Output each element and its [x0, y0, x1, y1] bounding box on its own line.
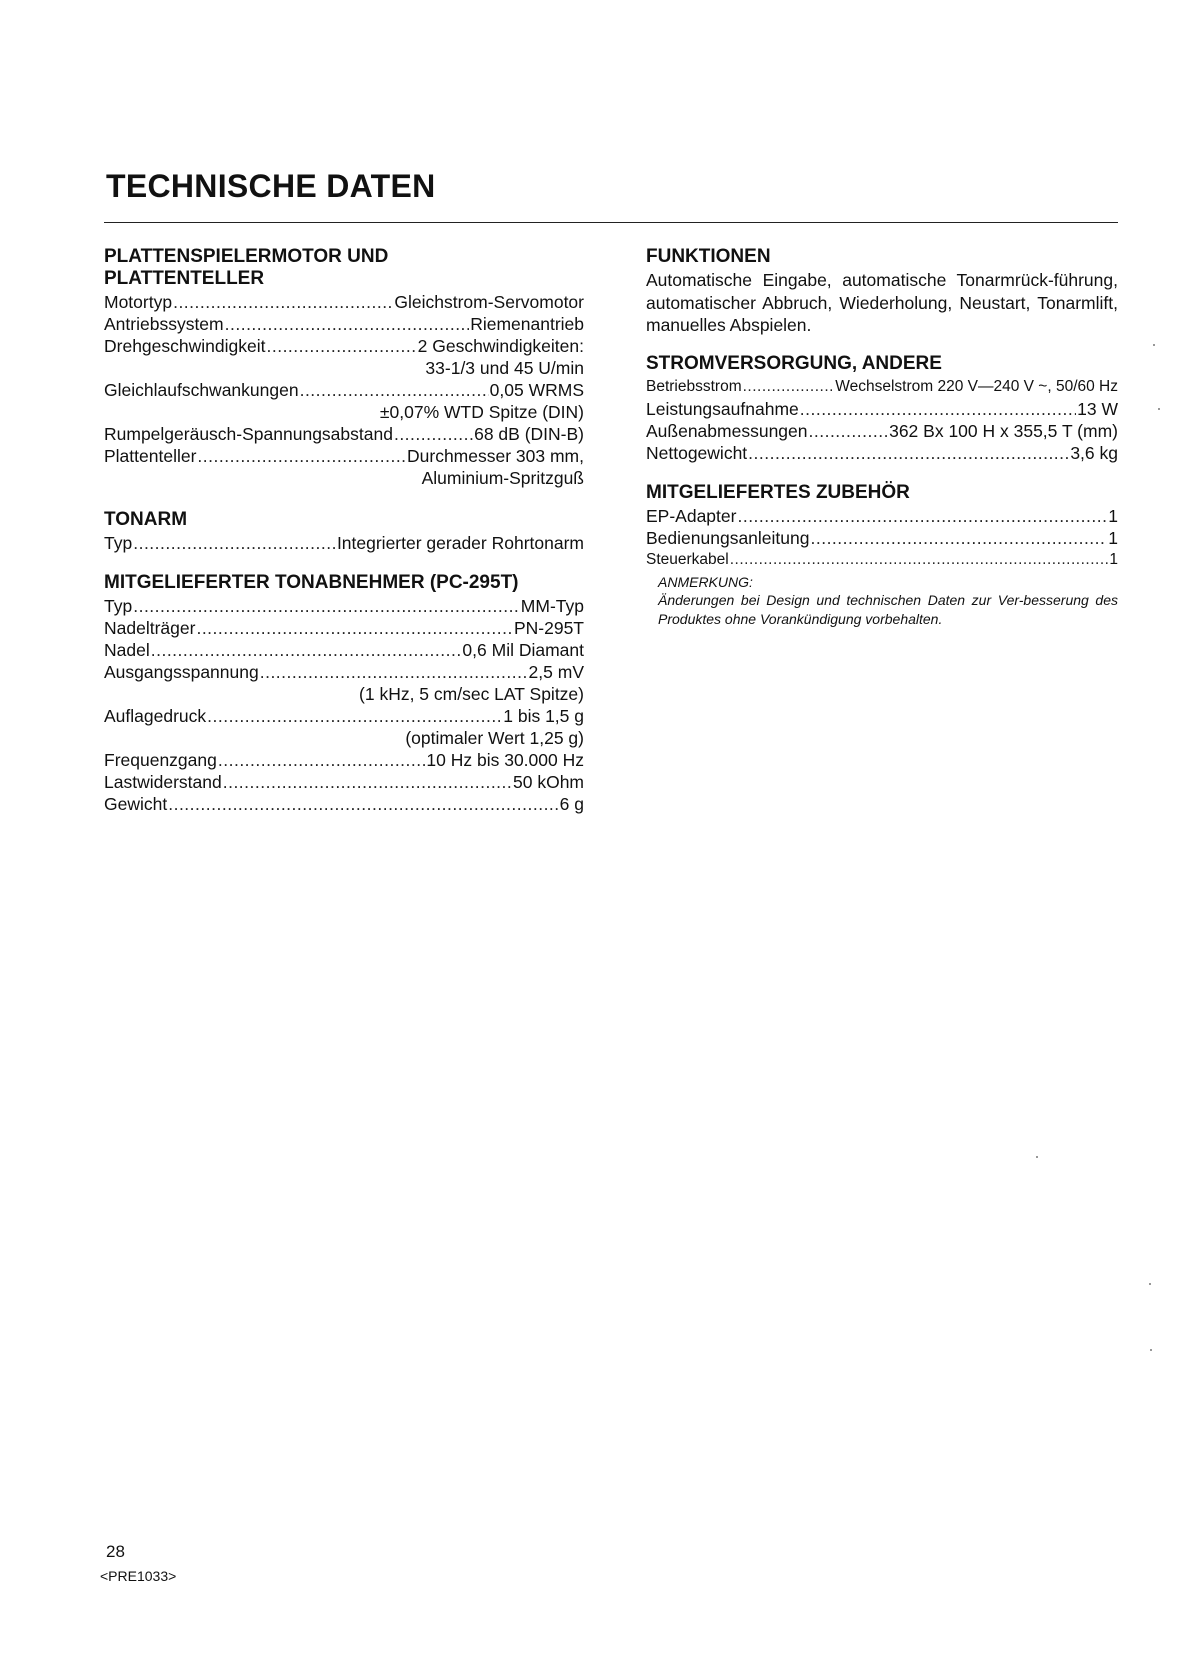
spec-label: Motortyp: [104, 292, 173, 312]
spec-row-steuerkabel: [646, 549, 1118, 571]
spec-label: Gleichlaufschwankungen: [104, 380, 299, 400]
spec-row-pickup-typ: [104, 595, 584, 617]
spec-label: Ausgangsspannung: [104, 662, 259, 682]
dot-leader: [168, 793, 558, 815]
spec-value: 68 dB (DIN-B): [474, 424, 584, 444]
section-motor: [104, 246, 584, 489]
note-title: ANMERKUNG:: [658, 573, 753, 590]
dot-leader: [260, 661, 528, 683]
spec-value: Durchmesser 303 mm,: [407, 446, 584, 466]
spec-row-plattenteller: [104, 445, 584, 467]
tonarm-heading: TONARM: [104, 509, 188, 530]
dot-leader: [394, 423, 473, 445]
dot-leader: [748, 442, 1069, 464]
spec-value: 1 bis 1,5 g: [503, 706, 584, 726]
spec-value: 362 Bx 100 H x 355,5 T (mm): [889, 420, 1118, 441]
spec-value: 6 g: [559, 794, 584, 814]
funktionen-text: Automatische Eingabe, automatische Tonarmrück-führung, automatischer Abbruch, Wiederholung, Neustart, Tonarmlift, manuelles Abspielen.: [646, 270, 1118, 335]
spec-label: Typ: [104, 533, 133, 553]
section-zubehoer: [646, 482, 1118, 629]
spec-label: Rumpelgeräusch-Spannungsabstand: [104, 424, 393, 444]
spec-value: 2 Geschwindigkeiten:: [417, 336, 584, 356]
spec-value: MM-Typ: [520, 596, 584, 616]
spec-label: Nadelträger: [104, 618, 196, 638]
spec-label: Nadel: [104, 640, 150, 660]
spec-value: 13 W: [1077, 398, 1118, 419]
section-tonarm: [104, 509, 584, 554]
spec-value: 1: [1109, 550, 1118, 568]
spec-row-nadeltraeger: [104, 617, 584, 639]
spec-continuation: Aluminium-Spritzguß: [421, 468, 584, 488]
dot-leader: [223, 771, 512, 793]
spec-row-leistungsaufnahme: [646, 398, 1118, 420]
spec-value: 1: [1108, 505, 1118, 526]
motor-heading: PLATTENSPIELERMOTOR UND PLATTENTELLER: [104, 246, 389, 289]
spec-row-frequenzgang: [104, 749, 584, 771]
dot-leader: [809, 420, 889, 442]
dot-leader: [197, 445, 406, 467]
funktionen-heading: FUNKTIONEN: [646, 246, 771, 267]
spec-label: Nettogewicht: [646, 442, 748, 463]
spec-row-drehgeschwindigkeit: [104, 335, 584, 357]
spec-row-ep-adapter: [646, 505, 1118, 527]
spec-continuation: (optimaler Wert 1,25 g): [405, 728, 584, 748]
dot-leader: [266, 335, 416, 357]
note-text: Änderungen bei Design und technischen Daten zur Ver-besserung des Produktes ohne Vorankündigung vorbehalten.: [658, 591, 1118, 627]
spec-label: Bedienungsanleitung: [646, 527, 810, 548]
dot-leader: [133, 595, 520, 617]
spec-row-antriebssystem: [104, 313, 584, 335]
spec-continuation: ±0,07% WTD Spitze (DIN): [379, 402, 584, 422]
spec-label: Drehgeschwindigkeit: [104, 336, 266, 356]
scan-speck: [1036, 1156, 1038, 1158]
spec-label: Steuerkabel: [646, 550, 729, 568]
spec-value: PN-295T: [513, 618, 584, 638]
spec-row-tonarm-typ: [104, 532, 584, 554]
spec-row-betriebsstrom: [646, 376, 1118, 398]
section-strom: [646, 353, 1118, 464]
section-pickup: [104, 572, 584, 815]
spec-label: Leistungsaufnahme: [646, 398, 799, 419]
spec-row-aussenabmessungen: [646, 420, 1118, 442]
spec-label: Frequenzgang: [104, 750, 217, 770]
page-number: 28: [106, 1542, 125, 1561]
spec-value: 0,6 Mil Diamant: [462, 640, 584, 660]
dot-leader: [218, 749, 426, 771]
spec-continuation: 33-1/3 und 45 U/min: [425, 358, 584, 378]
spec-value: 50 kOhm: [513, 772, 584, 792]
spec-label: Lastwiderstand: [104, 772, 222, 792]
spec-row-nettogewicht: [646, 442, 1118, 464]
spec-row-lastwiderstand: [104, 771, 584, 793]
section-funktionen: [646, 246, 1118, 337]
dot-leader: [196, 617, 513, 639]
spec-value: Integrierter gerader Rohrtonarm: [336, 533, 584, 553]
spec-row-auflagedruck: [104, 705, 584, 727]
dot-leader: [800, 398, 1076, 420]
spec-row-nadel: [104, 639, 584, 661]
dot-leader: [810, 527, 1107, 549]
spec-value: Wechselstrom 220 V—240 V ~, 50/60 Hz: [835, 377, 1118, 395]
scan-speck: [1150, 1349, 1152, 1351]
spec-row-gleichlauf: [104, 379, 584, 401]
dot-leader: [730, 549, 1109, 571]
dot-leader: [133, 532, 336, 554]
spec-continuation: (1 kHz, 5 cm/sec LAT Spitze): [359, 684, 584, 704]
spec-value: 0,05 WRMS: [489, 380, 584, 400]
dot-leader: [173, 291, 393, 313]
spec-label: Plattenteller: [104, 446, 197, 466]
scan-speck: [1153, 344, 1155, 346]
spec-row-gewicht: [104, 793, 584, 815]
spec-label: Betriebsstrom: [646, 377, 742, 395]
dot-leader: [737, 505, 1107, 527]
document-code: <PRE1033>: [100, 1568, 177, 1584]
scan-speck: [1149, 1283, 1151, 1285]
strom-heading: STROMVERSORGUNG, ANDERE: [646, 352, 942, 374]
spec-row-ausgangsspannung: [104, 661, 584, 683]
spec-value: 10 Hz bis 30.000 Hz: [426, 750, 584, 770]
dot-leader: [207, 705, 502, 727]
spec-label: Auflagedruck: [104, 706, 207, 726]
zubehoer-heading: MITGELIEFERTES ZUBEHÖR: [646, 481, 910, 503]
dot-leader: [151, 639, 462, 661]
spec-label: Gewicht: [104, 794, 168, 814]
title-rule: [104, 222, 1118, 223]
spec-label: EP-Adapter: [646, 505, 737, 526]
dot-leader: [743, 376, 835, 398]
spec-row-bedienungsanleitung: [646, 527, 1118, 549]
spec-value: 1: [1108, 527, 1118, 548]
spec-row-rumpel: [104, 423, 584, 445]
pickup-heading: MITGELIEFERTER TONABNEHMER (PC-295T): [104, 572, 519, 593]
spec-value: Gleichstrom-Servomotor: [394, 292, 584, 312]
dot-leader: [225, 313, 470, 335]
page-title: TECHNISCHE DATEN: [106, 168, 436, 204]
spec-label: Antriebssystem: [104, 314, 224, 334]
spec-row-motortyp: [104, 291, 584, 313]
spec-label: Typ: [104, 596, 133, 616]
spec-value: 2,5 mV: [528, 662, 584, 682]
spec-label: Außenabmessungen: [646, 420, 808, 441]
left-column: [104, 246, 584, 829]
right-column: [646, 246, 1118, 643]
scan-speck: [1158, 408, 1160, 410]
spec-value: Riemenantrieb: [470, 314, 584, 334]
spec-value: 3,6 kg: [1070, 442, 1118, 463]
dot-leader: [300, 379, 489, 401]
